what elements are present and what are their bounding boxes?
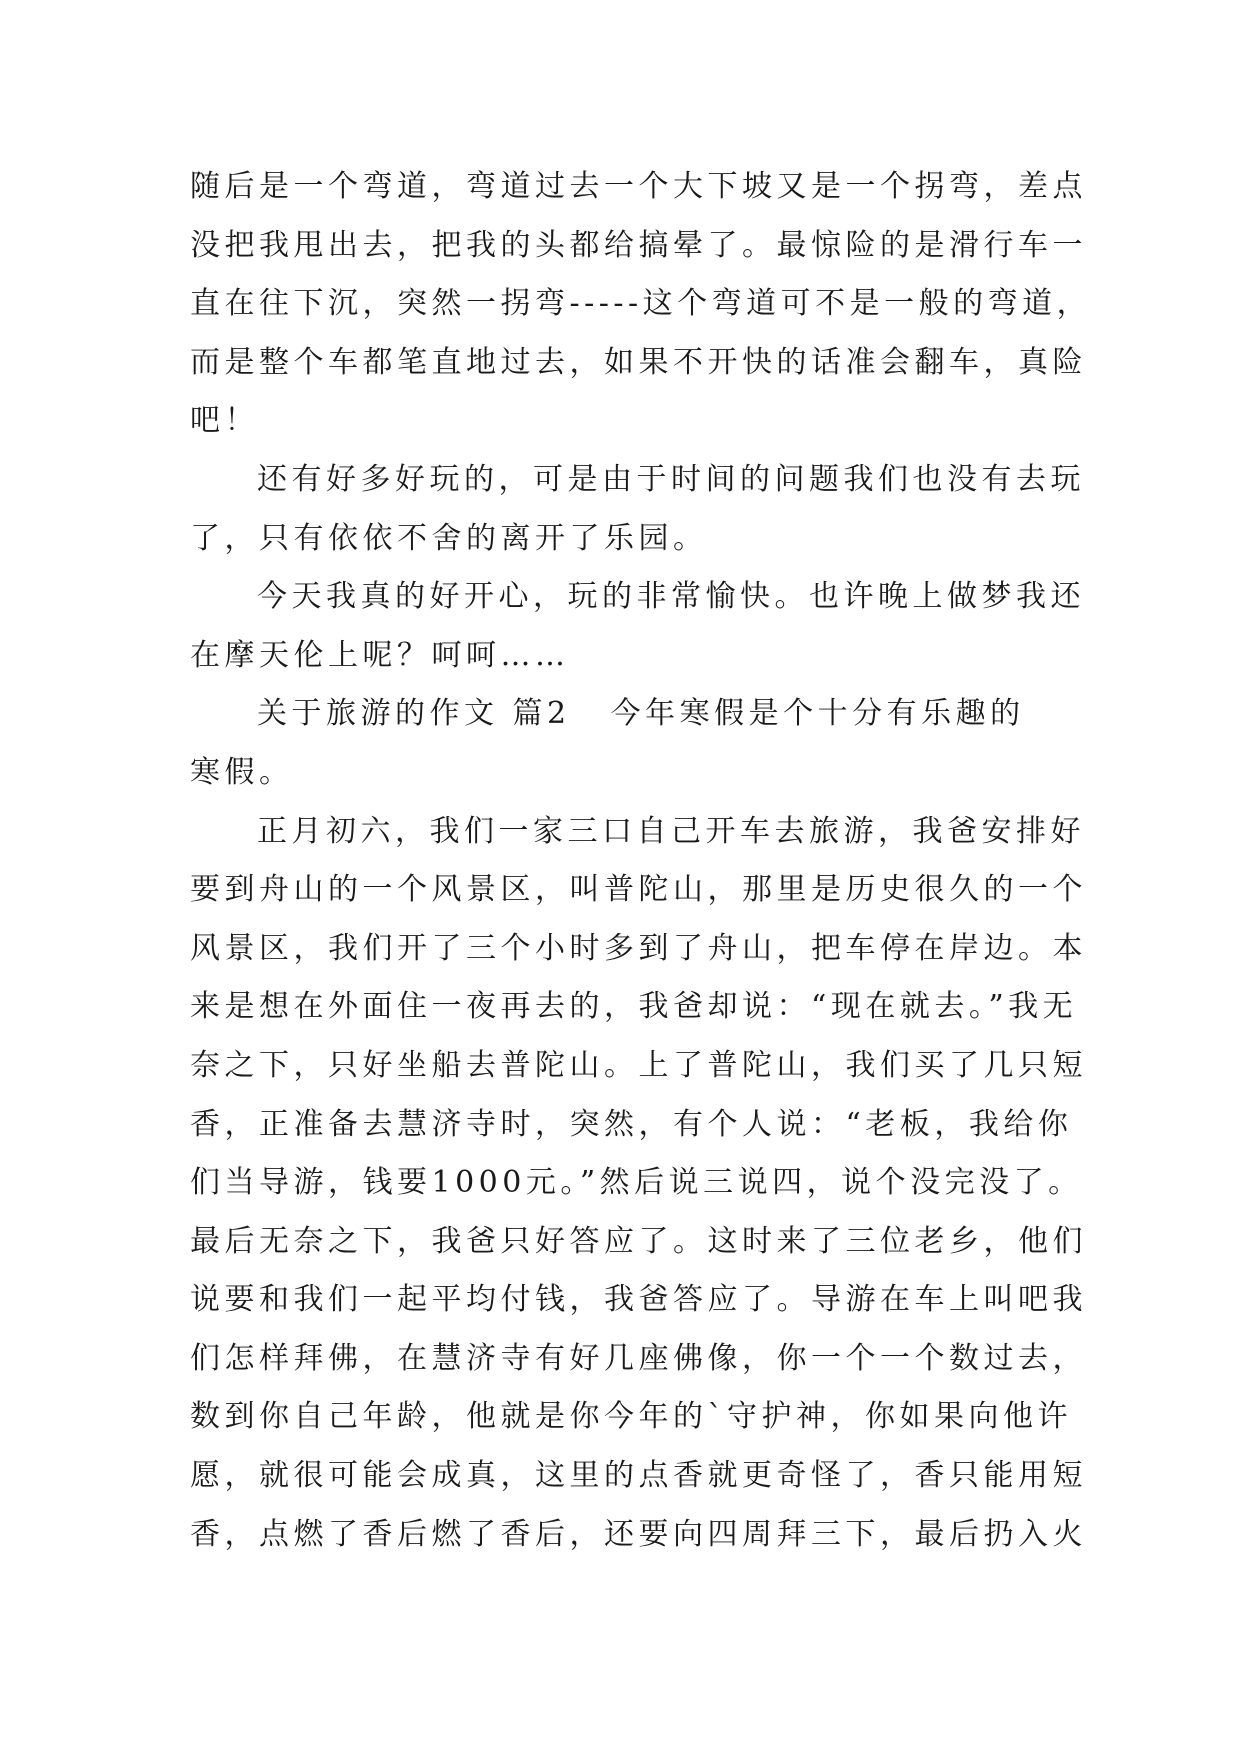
text-line: 而是整个车都笔直地过去，如果不开快的话准会翻车，真险 (190, 344, 1087, 380)
text-line: 们怎样拜佛，在慧济寺有好几座佛像，你一个一个数过去， (190, 1340, 1087, 1376)
text-line: 香，点燃了香后燃了香后，还要向四周拜三下，最后扔入火 (190, 1516, 1087, 1552)
section-first-sentence: 今年寒假是个十分有乐趣的 (610, 696, 1025, 732)
text-line: 们当导游，钱要1000元。”然后说三说四，说个没完没了。 (190, 1165, 1083, 1201)
text-line: 香，正准备去慧济寺时，突然，有个人说：“老板，我给你 (190, 1106, 1073, 1142)
text-line: 没把我甩出去，把我的头都给搞晕了。最惊险的是滑行车一 (190, 227, 1087, 263)
section-heading-line (190, 685, 1070, 744)
text-line: 了，只有依依不舍的离开了乐园。 (190, 520, 708, 556)
text-line: 数到你自己年龄，他就是你今年的`守护神，你如果向他许 (190, 1399, 1072, 1435)
text-line: 直在往下沉，突然一拐弯-----这个弯道可不是一般的弯道， (190, 286, 1092, 322)
text-line: 正月初六，我们一家三口自己开车去旅游，我爸安排好 (257, 813, 1085, 849)
document-body (190, 158, 1092, 1564)
text-line: 今天我真的好开心，玩的非常愉快。也许晚上做梦我还 (257, 579, 1085, 615)
text-line: 来是想在外面住一夜再去的，我爸却说：“现在就去。”我无 (190, 989, 1078, 1025)
text-line: 寒假。 (190, 754, 294, 790)
text-line: 最后无奈之下，我爸只好答应了。这时来了三位老乡，他们 (190, 1223, 1087, 1259)
text-line: 吧！ (190, 403, 259, 439)
text-line: 在摩天伦上呢？呵呵…… (190, 637, 570, 673)
text-line: 风景区，我们开了三个小时多到了舟山，把车停在岸边。本 (190, 930, 1087, 966)
text-line: 说要和我们一起平均付钱，我爸答应了。导游在车上叫吧我 (190, 1282, 1087, 1318)
text-line: 奈之下，只好坐船去普陀山。上了普陀山，我们买了几只短 (190, 1047, 1087, 1083)
text-line: 要到舟山的一个风景区，叫普陀山，那里是历史很久的一个 (190, 872, 1087, 908)
text-line: 还有好多好玩的，可是由于时间的问题我们也没有去玩 (257, 461, 1085, 497)
section-heading: 关于旅游的作文 篇2 (257, 696, 571, 732)
text-line: 愿，就很可能会成真，这里的点香就更奇怪了，香只能用短 (190, 1458, 1087, 1494)
text-line: 随后是一个弯道，弯道过去一个大下坡又是一个拐弯，差点 (190, 169, 1087, 204)
